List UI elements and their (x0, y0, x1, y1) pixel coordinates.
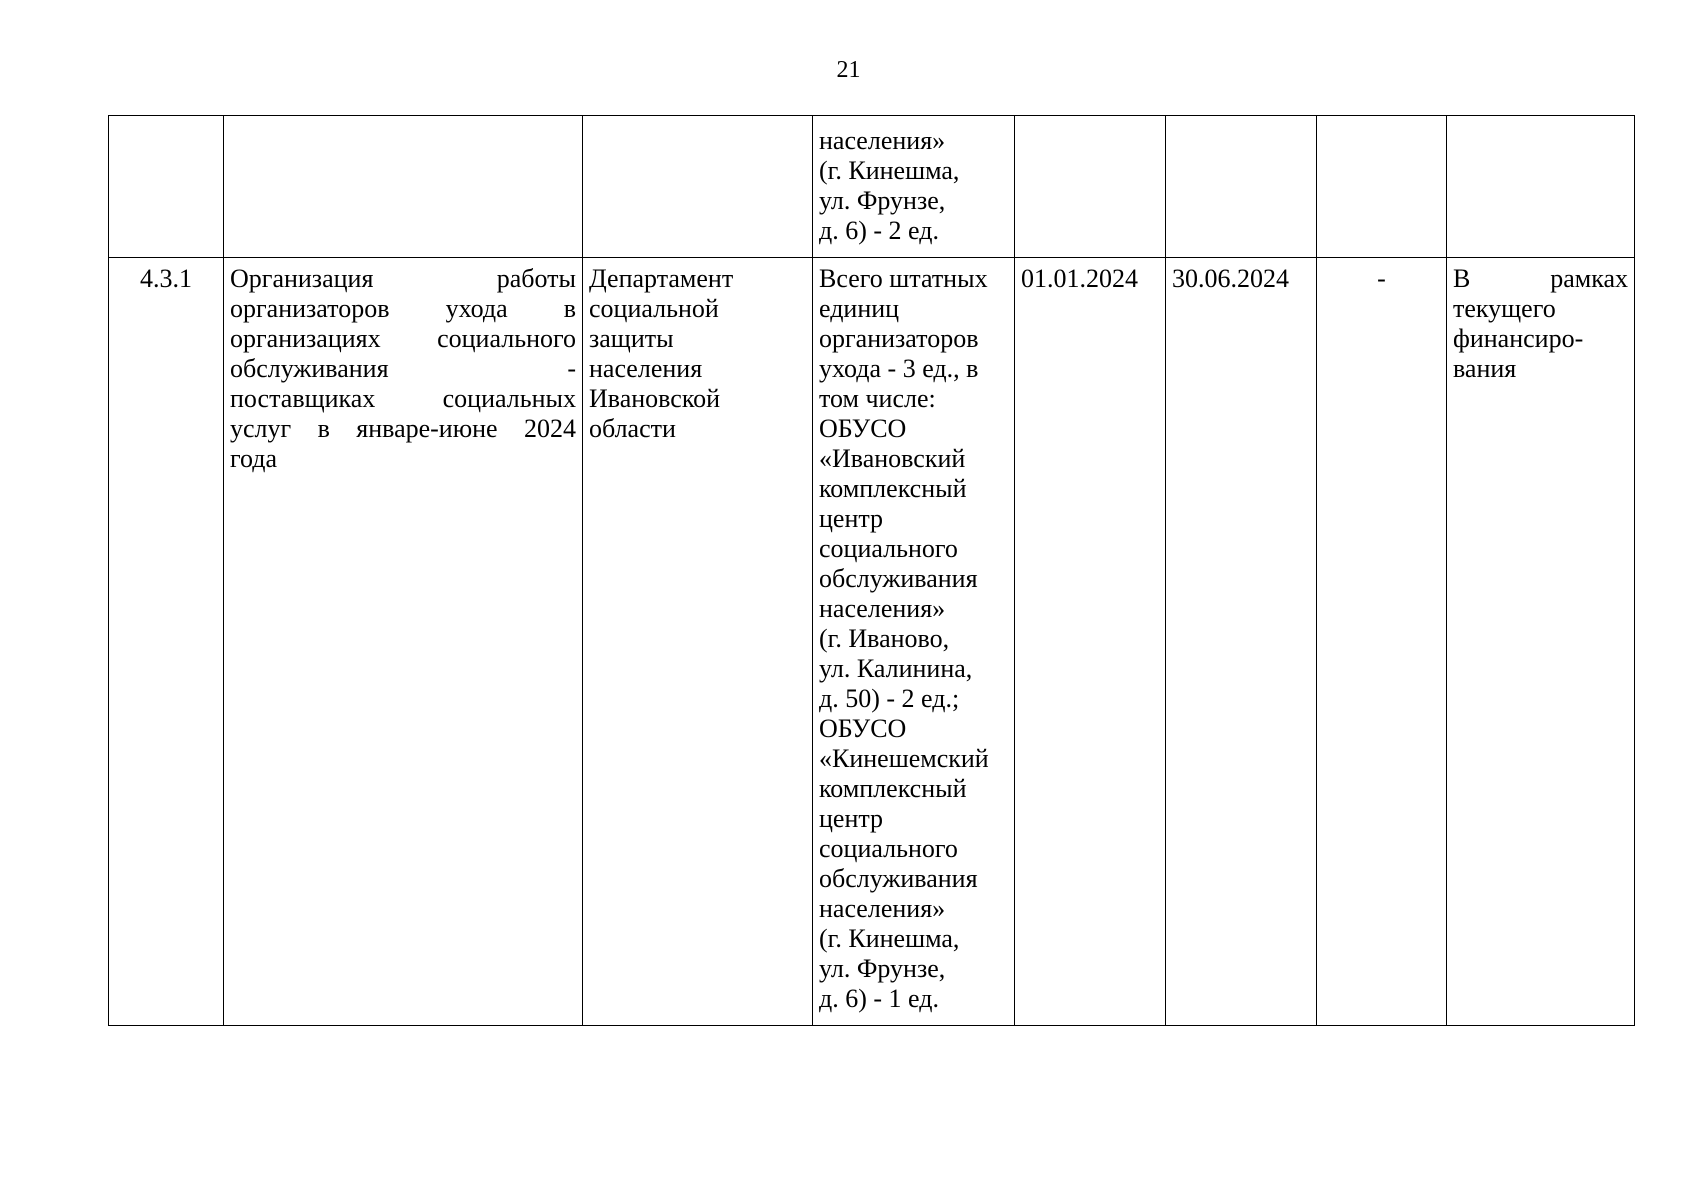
activity-line: года (230, 444, 278, 473)
result-line: социального (819, 834, 958, 863)
result-line: «Ивановский (819, 444, 966, 473)
funding-line: финансиро- (1453, 324, 1584, 353)
responsible-line: области (589, 414, 676, 443)
cell-continued-end (1166, 116, 1317, 258)
result-line: комплексный (819, 774, 967, 803)
cell-amount: - (1317, 258, 1447, 1026)
result-line: обслуживания (819, 864, 978, 893)
page-number: 21 (836, 57, 861, 83)
cell-start-date: 01.01.2024 (1015, 258, 1166, 1026)
result-line: комплексный (819, 474, 967, 503)
result-line: населения» (819, 594, 946, 623)
result-line: ОБУСО (819, 714, 907, 743)
cell-continued-amount (1317, 116, 1447, 258)
cell-continued-start (1015, 116, 1166, 258)
result-line: ОБУСО (819, 414, 907, 443)
continued-result-line: д. 6) - 2 ед. (819, 216, 939, 245)
table-row-continued (109, 116, 1635, 258)
cell-continued-result (813, 116, 1015, 258)
cell-continued-funding (1447, 116, 1635, 258)
result-line: ул. Фрунзе, (819, 954, 946, 983)
cell-continued-number (109, 116, 224, 258)
responsible-line: социальной (589, 294, 719, 323)
activity-line: обслуживания - (230, 354, 576, 383)
result-line: обслуживания (819, 564, 978, 593)
funding-line: В рамках (1453, 264, 1628, 293)
cell-end-date: 30.06.2024 (1166, 258, 1317, 1026)
result-line: ухода - 3 ед., в (819, 354, 979, 383)
cell-result (813, 258, 1015, 1026)
result-line: «Кинешемский (819, 744, 989, 773)
activity-line: поставщиках социальных (230, 384, 576, 413)
funding-line: текущего (1453, 294, 1556, 323)
continued-result-line: (г. Кинешма, (819, 156, 960, 185)
funding-line: вания (1453, 354, 1517, 383)
result-line: том числе: (819, 384, 936, 413)
activity-line: услуг в январе-июне 2024 (230, 414, 576, 443)
activity-line: организаторов ухода в (230, 294, 576, 323)
responsible-line: Ивановской (589, 384, 721, 413)
responsible-line: Департамент (589, 264, 734, 293)
table-row-4-3-1 (109, 258, 1635, 1026)
result-line: д. 50) - 2 ед.; (819, 684, 960, 713)
result-line: Всего штатных (819, 264, 988, 293)
continued-result-line: ул. Фрунзе, (819, 186, 946, 215)
cell-responsible (583, 258, 813, 1026)
activity-line: организациях социального (230, 324, 576, 353)
result-line: социального (819, 534, 958, 563)
result-line: единиц (819, 294, 900, 323)
result-line: организаторов (819, 324, 979, 353)
result-line: (г. Кинешма, (819, 924, 960, 953)
result-line: ул. Калинина, (819, 654, 973, 683)
cell-activity (224, 258, 583, 1026)
cell-funding (1447, 258, 1635, 1026)
result-line: центр (819, 504, 884, 533)
responsible-line: защиты (589, 324, 674, 353)
continued-result-line: населения» (819, 126, 946, 155)
responsible-line: населения (589, 354, 703, 383)
document-table (108, 115, 1635, 1026)
result-line: д. 6) - 1 ед. (819, 984, 939, 1013)
result-line: (г. Иваново, (819, 624, 950, 653)
activity-line: Организация работы (230, 264, 576, 293)
cell-continued-activity (224, 116, 583, 258)
result-line: населения» (819, 894, 946, 923)
cell-continued-responsible (583, 116, 813, 258)
result-line: центр (819, 804, 884, 833)
cell-row-number: 4.3.1 (109, 258, 224, 1026)
